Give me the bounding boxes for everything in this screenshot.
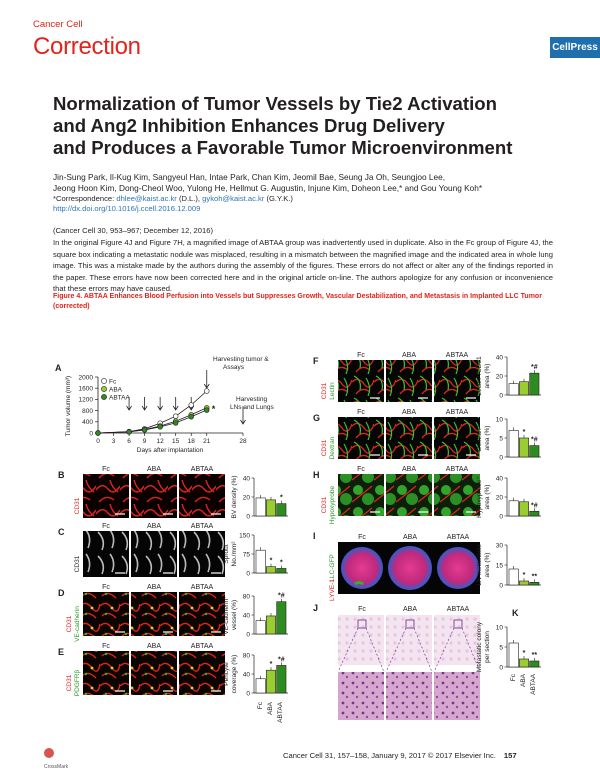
panel-letter-k: K	[512, 608, 519, 618]
page-footer	[283, 751, 517, 760]
category-label: Fc	[510, 674, 517, 682]
x-axis-label: Days after implantation	[136, 447, 204, 454]
significance-star: *	[522, 572, 526, 579]
group-label: Fc	[358, 606, 366, 613]
stain-label: Lectin	[329, 382, 336, 400]
doi-link[interactable]: http://dx.doi.org/10.1016/j.ccell.2016.12.009	[53, 204, 201, 213]
lung-magnified	[338, 672, 384, 720]
micrograph	[386, 474, 432, 516]
significance-star: *	[269, 557, 273, 565]
category-label: ABA	[520, 674, 527, 688]
y-tick-label: 40	[242, 671, 250, 679]
group-label: Fc	[102, 643, 110, 650]
stain-label: CD31	[66, 674, 73, 692]
x-tick-label: 15	[172, 438, 180, 445]
y-tick-label: 0	[246, 513, 250, 521]
significance-star: *#	[531, 436, 538, 444]
bar	[277, 602, 286, 634]
significance-star: *#	[531, 364, 538, 372]
bar-ylabel: area (%)	[484, 552, 491, 578]
group-label: ABA	[146, 523, 162, 530]
significance-star: *	[522, 650, 526, 657]
group-label: ABA	[401, 352, 417, 359]
micrograph	[179, 474, 225, 518]
micrograph	[83, 531, 129, 577]
stain-label: CD31	[321, 496, 328, 514]
journal-name: Cancer Cell	[33, 19, 83, 30]
footer-citation: Cancer Cell 31, 157–158, January 9, 2017 © 2017 Elsevier Inc.	[283, 751, 496, 760]
panel-letter: F	[313, 356, 319, 366]
stain-label: PDGFRβ	[74, 669, 81, 697]
stain-label: VE-cadherin	[74, 606, 81, 642]
group-label: ABTAA	[190, 643, 214, 650]
y-tick-label: 15	[495, 562, 503, 570]
bar-ylabel: vessel (%)	[231, 599, 238, 631]
bar	[530, 373, 539, 395]
group-label: ABA	[146, 466, 162, 473]
bar	[519, 659, 528, 667]
legend-marker	[101, 394, 106, 399]
bar	[266, 567, 275, 573]
panel-letter: C	[58, 527, 65, 537]
data-point	[173, 414, 178, 419]
y-tick-label: 10	[495, 416, 503, 424]
correction-body: In the original Figure 4J and Figure 7H, a magnified image of ABTAA group was inadvertently used in duplicate. Also in the Fc group of Figure 4J, the square box indicating a metastatic nodule was misplaced, resulting in a mismatch between the magnified image and the indicated area in whole lung image. This was a mistake made by the authors during the assembly of the figures. These errors do not affect or alter any of the findings reported in the paper. These errors have now been corrected here and in the original article on-line. The authors apologize for any confusion or inconvenience that these errors may have caused.	[53, 238, 553, 293]
bar-ylabel: per section	[484, 631, 491, 663]
y-tick-label: 1600	[78, 385, 93, 393]
bar	[266, 670, 275, 693]
x-tick-label: 6	[127, 438, 131, 445]
citation: (Cancer Cell 30, 953–967; December 12, 2016)	[53, 226, 213, 235]
micrograph	[434, 360, 480, 402]
crossmark-label: CrossMark	[44, 764, 69, 770]
significance-star: *	[279, 559, 283, 567]
stain-label: CD31	[74, 555, 81, 573]
figure-caption: Figure 4. ABTAA Enhances Blood Perfusion into Vessels but Suppresses Growth, Vascular Destabilization, and Metastasis in Implanted LLC Tumor (corrected)	[53, 293, 542, 310]
stain-label: CD31	[74, 497, 81, 515]
micrograph	[434, 474, 480, 516]
y-tick-label: 80	[242, 593, 250, 601]
title-line: and Produces a Favorable Tumor Microenvironment	[53, 137, 513, 158]
y-tick-label: 20	[495, 494, 503, 502]
micrograph	[179, 651, 225, 695]
group-label: ABTAA	[445, 466, 469, 473]
bar	[509, 501, 518, 516]
bar	[519, 502, 528, 516]
bar	[509, 430, 518, 457]
bar	[530, 511, 539, 516]
micrograph	[386, 417, 432, 459]
title-line: and Ang2 Inhibition Enhances Drug Delivery	[53, 115, 445, 136]
legend-marker	[101, 386, 106, 391]
group-label: ABTAA	[445, 409, 469, 416]
legend-marker	[101, 378, 106, 383]
bar-ylabel: Metastatic colony	[476, 621, 483, 673]
group-label: ABA	[402, 534, 418, 541]
x-tick-label: 21	[203, 438, 211, 445]
publisher-logo: CellPress	[550, 37, 600, 58]
y-tick-label: 150	[239, 532, 250, 540]
panel-letter: H	[313, 470, 320, 480]
bar	[509, 384, 518, 395]
page-number: 157	[503, 751, 517, 760]
email-link[interactable]: dhlee@kaist.ac.kr	[116, 194, 177, 203]
stain-label: CD31	[321, 439, 328, 457]
correspondence-label: *Correspondence:	[53, 194, 115, 203]
data-point	[96, 431, 101, 436]
lung-magnified	[386, 672, 432, 720]
bar-ylabel: BV density (%)	[231, 475, 238, 519]
panel-letter: G	[313, 413, 321, 423]
micrograph	[83, 651, 129, 695]
micrograph	[179, 531, 225, 577]
y-tick-label: 2000	[78, 374, 93, 382]
group-label: ABTAA	[190, 584, 214, 591]
stain-label: CD31	[321, 382, 328, 400]
group-label: ABTAA	[190, 466, 214, 473]
legend-label: ABTAA	[109, 394, 130, 402]
significance-star: **	[531, 652, 538, 659]
y-tick-label: 40	[242, 475, 250, 483]
y-tick-label: 5	[499, 644, 503, 652]
group-label: ABTAA	[446, 534, 470, 541]
bar-ylabel: LN metastasis	[476, 544, 483, 586]
micrograph	[131, 592, 177, 636]
stain-label: Dextran	[329, 436, 336, 460]
y-tick-label: 40	[242, 612, 250, 620]
lung-magnified	[434, 672, 480, 720]
y-axis-label: Tumor volume (mm³)	[65, 375, 72, 437]
metastasis-spot	[355, 583, 363, 585]
y-tick-label: 80	[242, 652, 250, 660]
bar-ylabel: Lectin⁺/CD31	[476, 356, 483, 396]
bar	[256, 679, 265, 693]
panel-letter-a: A	[55, 363, 62, 373]
panel-letter: D	[58, 588, 65, 598]
group-label: ABA	[146, 643, 162, 650]
bar	[530, 582, 539, 585]
y-tick-label: 0	[499, 513, 503, 521]
annotation: Harvesting tumor &	[213, 356, 269, 363]
x-tick-label: 9	[142, 438, 147, 445]
data-point	[189, 403, 194, 408]
bar	[277, 665, 286, 693]
group-label: Fc	[357, 352, 365, 359]
micrograph	[131, 651, 177, 695]
group-label: Fc	[102, 584, 110, 591]
bar-ylabel: Sprout	[223, 544, 230, 564]
category-label: Fc	[257, 702, 264, 710]
y-tick-label: 20	[242, 494, 250, 502]
bar	[277, 504, 286, 516]
micrograph	[386, 360, 432, 402]
group-label: Fc	[102, 523, 110, 530]
legend-label: ABA	[109, 386, 123, 394]
series-line	[98, 408, 207, 433]
bar-ylabel: area (%)	[484, 425, 491, 451]
panel-letter-j: J	[313, 603, 319, 613]
bar	[256, 550, 265, 573]
group-label: Fc	[357, 466, 365, 473]
micrograph	[131, 474, 177, 518]
bar-ylabel: VE-cadherin⁺	[223, 595, 230, 635]
y-tick-label: 0	[499, 392, 503, 400]
dose-arrow	[142, 397, 147, 410]
data-point	[204, 389, 209, 394]
x-tick-label: 12	[156, 438, 164, 445]
group-label: ABTAA	[446, 606, 470, 613]
stain-label: Hypoxyprobe	[329, 485, 336, 525]
bar	[256, 621, 265, 634]
y-tick-label: 75	[242, 551, 250, 559]
data-point	[127, 429, 132, 434]
significance-star: *	[269, 661, 273, 669]
annotation: Assays	[223, 364, 244, 371]
y-tick-label: 800	[82, 407, 93, 415]
bar	[519, 382, 528, 395]
bar-ylabel: Hypoxyprobe⁺	[476, 476, 483, 518]
y-tick-label: 40	[495, 354, 503, 362]
annotation: Harvesting	[236, 396, 268, 403]
x-tick-label: 18	[187, 438, 195, 445]
micrograph	[83, 592, 129, 636]
group-label: ABA	[146, 584, 162, 591]
bar-ylabel: Dextran⁺	[476, 424, 483, 452]
correspondence-who: (D.L.),	[178, 194, 201, 203]
y-tick-label: 0	[246, 631, 250, 639]
bar	[256, 498, 265, 516]
group-label: ABTAA	[445, 352, 469, 359]
y-tick-label: 5	[499, 435, 503, 443]
y-tick-label: 400	[82, 419, 93, 427]
stain-label: LYVE-1	[329, 579, 336, 601]
crossmark-badge[interactable]	[44, 746, 70, 770]
significance-star: *	[211, 404, 216, 415]
y-tick-label: 0	[246, 570, 250, 578]
data-point	[158, 424, 163, 429]
email-link[interactable]: gykoh@kaist.ac.kr	[202, 194, 265, 203]
micrograph	[338, 360, 384, 402]
group-label: ABA	[402, 606, 418, 613]
bar	[266, 500, 275, 516]
data-point	[189, 414, 194, 419]
bar	[530, 661, 539, 667]
micrograph	[338, 474, 384, 516]
data-point	[204, 408, 209, 413]
y-tick-label: 40	[495, 475, 503, 483]
bar-ylabel: Pericyte	[223, 662, 230, 686]
category-label: ABA	[267, 702, 274, 716]
crossmark-icon	[44, 748, 54, 758]
dose-arrow	[173, 397, 178, 410]
group-label: ABA	[401, 409, 417, 416]
significance-star: *	[279, 494, 283, 502]
bar-ylabel: coverage (%)	[231, 654, 238, 694]
stain-label: LLC-GFP	[329, 554, 336, 582]
micrograph	[83, 474, 129, 518]
micrograph	[131, 531, 177, 577]
title-line: Normalization of Tumor Vessels by Tie2 Activation	[53, 93, 497, 114]
bar	[530, 446, 539, 457]
category-label: ABTAA	[530, 674, 537, 695]
stain-label: CD31	[66, 615, 73, 633]
y-tick-label: 0	[246, 690, 250, 698]
bar	[519, 581, 528, 585]
bar-ylabel: No./mm²	[231, 541, 238, 567]
panel-letter-i: I	[313, 531, 316, 541]
group-label: ABTAA	[190, 523, 214, 530]
significance-star: *	[522, 429, 526, 436]
significance-star: *#	[531, 502, 538, 510]
micrograph	[434, 417, 480, 459]
legend-label: Fc	[109, 378, 117, 386]
group-label: ABA	[401, 466, 417, 473]
dose-arrow	[158, 397, 163, 410]
group-label: Fc	[357, 409, 365, 416]
significance-star: *#	[278, 592, 285, 600]
y-tick-label: 1200	[78, 396, 93, 404]
annotation: LNs and Lungs	[230, 404, 274, 411]
panel-letter: E	[58, 647, 65, 657]
group-label: Fc	[102, 466, 110, 473]
y-tick-label: 10	[495, 624, 503, 632]
bar	[509, 569, 518, 585]
data-point	[173, 421, 178, 426]
x-tick-label: 3	[111, 438, 116, 445]
x-tick-label: 28	[239, 438, 247, 445]
bar	[519, 438, 528, 457]
correspondence-who: (G.Y.K.)	[266, 194, 293, 203]
bar	[277, 568, 286, 573]
section-label: Correction	[33, 33, 141, 60]
bar	[266, 616, 275, 634]
y-tick-label: 0	[89, 430, 93, 438]
y-tick-label: 0	[499, 664, 503, 672]
bar-ylabel: area (%)	[484, 484, 491, 510]
harvest-arrow	[204, 370, 209, 388]
lymph-node	[437, 547, 479, 589]
author-line: Jeong Hoon Kim, Dong-Cheol Woo, Yulong He, Hellmut G. Augustin, Injune Kim, Doheon Lee,* and Gou Young Koh*	[53, 183, 483, 193]
category-label: ABTAA	[277, 702, 284, 723]
bar	[509, 643, 518, 667]
significance-star: **	[531, 573, 538, 581]
group-label: Fc	[358, 534, 366, 541]
lymph-node	[388, 546, 432, 590]
y-tick-label: 30	[495, 542, 503, 550]
y-tick-label: 20	[495, 373, 503, 381]
y-tick-label: 0	[499, 582, 503, 590]
significance-star: *#	[278, 656, 285, 664]
panel-letter: B	[58, 470, 65, 480]
data-point	[142, 428, 147, 433]
x-tick-label: 0	[96, 438, 100, 445]
micrograph	[338, 417, 384, 459]
y-tick-label: 0	[499, 454, 503, 462]
author-line: Jin-Sung Park, Il-Kug Kim, Sangyeul Han, Intae Park, Chan Kim, Jeomil Bae, Seung Ja Oh, Seungjoo Lee,	[53, 172, 446, 182]
micrograph	[179, 592, 225, 636]
bar-ylabel: area (%)	[484, 363, 491, 389]
